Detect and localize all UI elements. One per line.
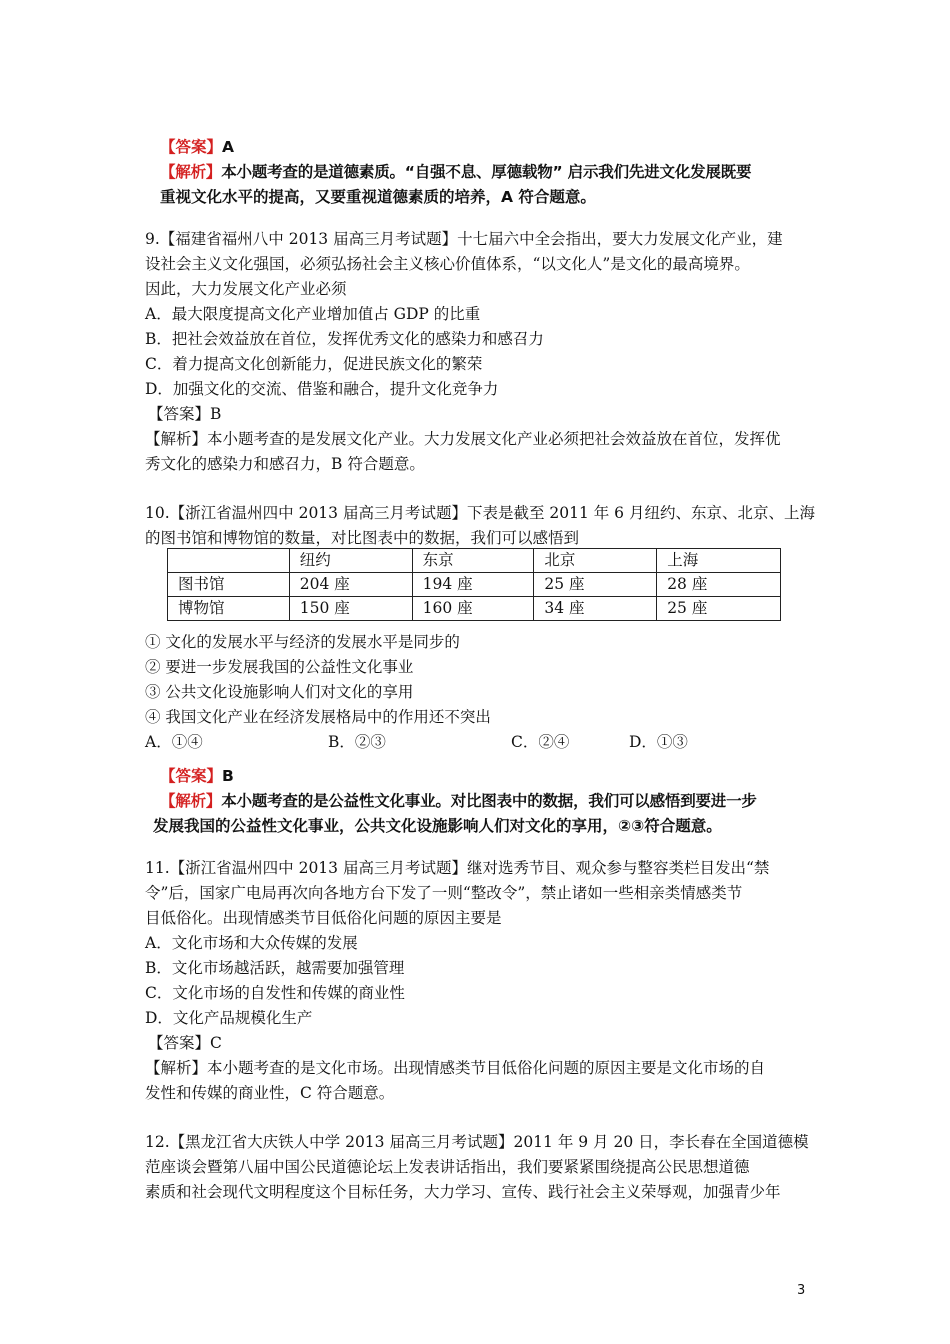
table-cell: 194 座 (412, 573, 534, 597)
q12-stem-line1: 12.【黑龙江省大庆铁人中学 2013 届高三月考试题】2011 年 9 月 20 日，李长春在全国道德模 (145, 1133, 809, 1151)
q10-answer: 【答案】B (160, 767, 234, 785)
q8-answer: 【答案】A (160, 138, 235, 156)
q10-option-d: D．①③ (629, 733, 688, 751)
q12-stem-line3: 素质和社会现代文明程度这个目标任务，大力学习、宣传、践行社会主义荣辱观，加强青少年 (145, 1183, 781, 1201)
answer-tag: 【答案】 (160, 767, 223, 785)
analysis-tag: 【解析】 (160, 163, 222, 181)
q10-statement-2: ② 要进一步发展我国的公益性文化事业 (145, 658, 414, 676)
table-row (168, 597, 781, 621)
table-header-cell (168, 549, 290, 573)
q10-analysis-line1: 【解析】本小题考查的是公益性文化事业。对比图表中的数据，我们可以感悟到要进一步 (160, 792, 757, 810)
q10-analysis-line2: 发展我国的公益性文化事业，公共文化设施影响人们对文化的享用，②③符合题意。 (153, 817, 722, 835)
analysis-tag: 【解析】 (160, 792, 222, 810)
q11-stem-line1: 11.【浙江省温州四中 2013 届高三月考试题】继对选秀节目、观众参与整容类栏目发出“禁 (145, 859, 770, 877)
q9-analysis-line1: 【解析】本小题考查的是发展文化产业。大力发展文化产业必须把社会效益放在首位，发挥优 (145, 430, 781, 448)
q11-option-c: C．文化市场的自发性和传媒的商业性 (145, 984, 405, 1002)
q8-analysis-line1: 【解析】本小题考查的是道德素质。“自强不息、厚德载物” 启示我们先进文化发展既要 (160, 163, 752, 181)
table-cell: 160 座 (412, 597, 534, 621)
q9-analysis-line2: 秀文化的感染力和感召力，B 符合题意。 (145, 455, 425, 473)
q11-analysis-line1: 【解析】本小题考查的是文化市场。出现情感类节目低俗化问题的原因主要是文化市场的自 (145, 1059, 766, 1077)
q9-option-a: A．最大限度提高文化产业增加值占 GDP 的比重 (145, 305, 481, 323)
q11-option-d: D．文化产品规模化生产 (145, 1009, 313, 1027)
q9-option-b: B．把社会效益放在首位，发挥优秀文化的感染力和感召力 (145, 330, 544, 348)
answer-tag: 【答案】 (160, 138, 223, 156)
table-header-cell: 北京 (534, 549, 657, 573)
table-cell: 图书馆 (168, 573, 290, 597)
table-cell: 28 座 (657, 573, 781, 597)
q11-stem-line2: 令”后，国家广电局再次向各地方台下发了一则“整改令”，禁止诸如一些相亲类情感类节 (145, 884, 743, 902)
q9-stem-line2: 设社会主义文化强国，必须弘扬社会主义核心价值体系，“以文化人”是文化的最高境界。 (145, 255, 750, 273)
q11-option-b: B．文化市场越活跃，越需要加强管理 (145, 959, 405, 977)
q11-option-a: A．文化市场和大众传媒的发展 (145, 934, 358, 952)
table-cell: 150 座 (289, 597, 412, 621)
table-cell: 25 座 (657, 597, 781, 621)
q9-stem-line1: 9.【福建省福州八中 2013 届高三月考试题】十七届六中全会指出，要大力发展文化产业，建 (145, 230, 783, 248)
table-header-row (168, 549, 781, 573)
table-cell: 34 座 (534, 597, 657, 621)
q9-stem-line3: 因此，大力发展文化产业必须 (145, 280, 347, 298)
table-row (168, 573, 781, 597)
table-cell: 博物馆 (168, 597, 290, 621)
q11-answer: 【答案】C (148, 1034, 222, 1052)
q10-option-c: C．②④ (511, 733, 570, 751)
q10-option-b: B．②③ (328, 733, 386, 751)
q8-analysis-line2: 重视文化水平的提高，又要重视道德素质的培养，A 符合题意。 (160, 188, 596, 206)
q11-analysis-line2: 发性和传媒的商业性，C 符合题意。 (145, 1084, 395, 1102)
table-header-cell: 纽约 (289, 549, 412, 573)
table-header-cell: 东京 (412, 549, 534, 573)
q10-statement-3: ③ 公共文化设施影响人们对文化的享用 (145, 683, 414, 701)
q10-option-a: A．①④ (145, 733, 203, 751)
q9-answer: 【答案】B (148, 405, 222, 423)
q10-statement-1: ① 文化的发展水平与经济的发展水平是同步的 (145, 633, 460, 651)
q10-stem-line2: 的图书馆和博物馆的数量，对比图表中的数据，我们可以感悟到 (145, 529, 580, 547)
table-header-cell: 上海 (657, 549, 781, 573)
q11-stem-line3: 目低俗化。出现情感类节目低俗化问题的原因主要是 (145, 909, 502, 927)
q10-stem-line1: 10.【浙江省温州四中 2013 届高三月考试题】下表是截至 2011 年 6 月纽约、东京、北京、上海 (145, 504, 815, 522)
table-cell: 204 座 (289, 573, 412, 597)
library-museum-table (167, 548, 781, 621)
table-cell: 25 座 (534, 573, 657, 597)
page-number: 3 (797, 1283, 806, 1298)
q9-option-d: D．加强文化的交流、借鉴和融合，提升文化竞争力 (145, 380, 499, 398)
q12-stem-line2: 范座谈会暨第八届中国公民道德论坛上发表讲话指出，我们要紧紧围绕提高公民思想道德 (145, 1158, 750, 1176)
q9-option-c: C．着力提高文化创新能力，促进民族文化的繁荣 (145, 355, 483, 373)
q10-statement-4: ④ 我国文化产业在经济发展格局中的作用还不突出 (145, 708, 491, 726)
